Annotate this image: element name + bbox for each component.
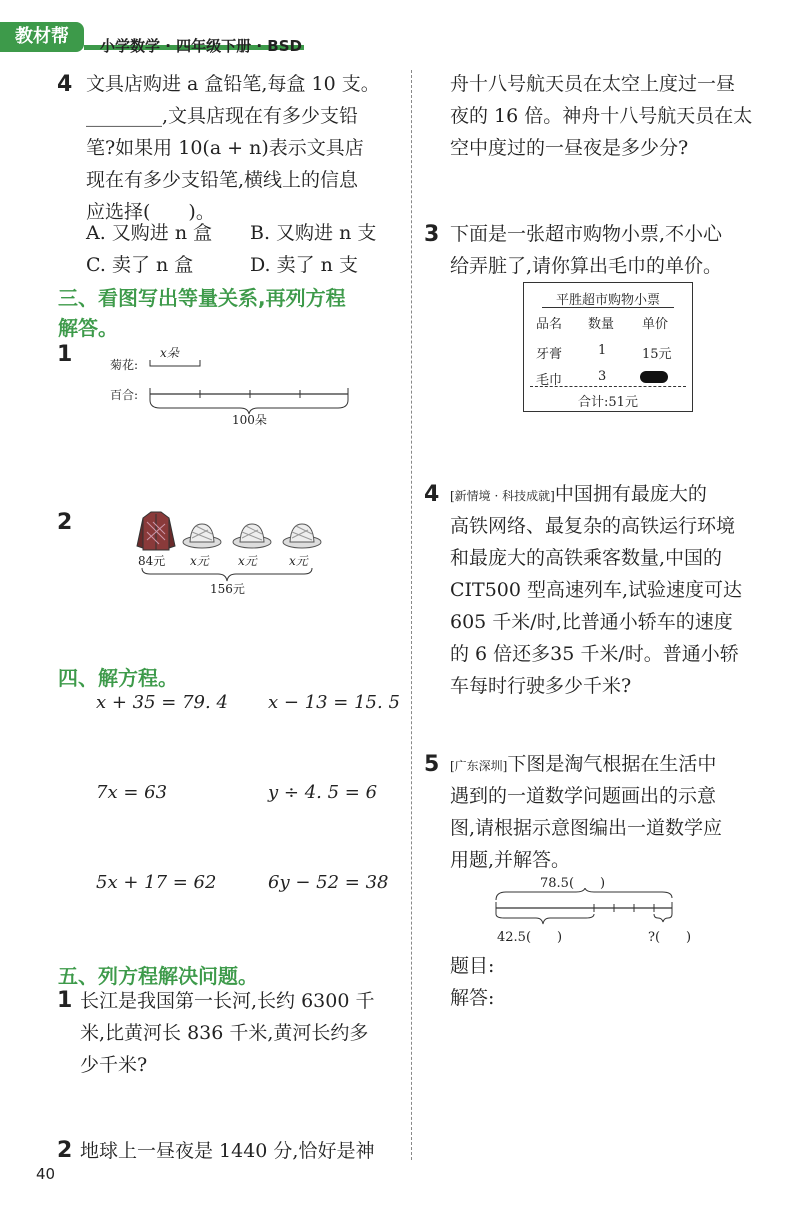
- receipt-cell: 牙膏: [536, 347, 563, 362]
- q4-line: 笔?如果用 10(a + n)表示文具店: [86, 137, 364, 159]
- continued-line: 空中度过的一昼夜是多少分?: [450, 137, 689, 159]
- diagram-right-label: ?( ): [648, 930, 692, 945]
- x-label: x朵: [160, 346, 179, 360]
- q4r-line: 和最庞大的高铁乘客数量,中国的: [450, 547, 723, 569]
- price-label: x元: [289, 554, 308, 568]
- q5-line: 遇到的一道数学问题画出的示意: [450, 785, 717, 807]
- total-label: 100朵: [232, 413, 267, 427]
- jacket-icon: [137, 512, 175, 550]
- q4r-line: 的 6 倍还多35 千米/时。普通小轿: [450, 643, 739, 665]
- header-badge: 教材帮: [0, 22, 84, 52]
- receipt-cell: 1: [598, 343, 607, 358]
- answer-label: 解答:: [450, 987, 495, 1009]
- p2-number: 2: [57, 510, 73, 535]
- receipt-rule: [530, 386, 686, 387]
- q4-line: 文具店购进 a 盒铅笔,每盒 10 支。: [86, 73, 380, 95]
- q5-text: [450, 780, 722, 876]
- q4-line: 现在有多少支铅笔,横线上的信息: [86, 169, 359, 191]
- q5-number: 5: [424, 752, 440, 777]
- q4-number: 4: [57, 72, 73, 97]
- equation: 7x = 63: [96, 782, 168, 803]
- q3-line: 给弄脏了,请你算出毛巾的单价。: [450, 255, 723, 277]
- w1-number: 1: [57, 988, 73, 1013]
- receipt-cell: 15元: [642, 347, 672, 362]
- continued-line: 舟十八号航天员在太空上度过一昼: [450, 73, 736, 95]
- q3-number: 3: [424, 222, 440, 247]
- equation: x − 13 = 15. 5: [268, 692, 400, 713]
- w1-line: 少千米?: [80, 1054, 148, 1076]
- hat-icon: [183, 524, 221, 548]
- q4-line: ________,文具店现在有多少支铅: [86, 105, 359, 127]
- section3-title: 三、看图写出等量关系,再列方程: [58, 286, 346, 310]
- equation: y ÷ 4. 5 = 6: [268, 782, 378, 803]
- w1-text: [80, 985, 374, 1081]
- receipt-cell: 3: [598, 369, 607, 384]
- section5-title: 五、列方程解决问题。: [58, 964, 258, 988]
- q5-line: 用题,并解答。: [450, 849, 571, 871]
- receipt-header: 数量: [588, 317, 615, 332]
- q4r-tag: [新情境 · 科技成就]: [450, 489, 555, 503]
- left-brace: [496, 914, 594, 924]
- q3-text: [450, 218, 722, 282]
- receipt-rule: [542, 307, 674, 308]
- flower-label: 菊花:: [110, 358, 139, 372]
- q5-tag: [广东深圳]: [450, 759, 508, 773]
- lily-label: 百合:: [110, 388, 139, 402]
- q4r-line: CIT500 型高速列车,试验速度可达: [450, 579, 743, 601]
- equation: 6y − 52 = 38: [268, 872, 389, 893]
- segment-diagram: [140, 350, 360, 415]
- segment-diagram-q5: [490, 888, 680, 928]
- w2-number: 2: [57, 1138, 73, 1163]
- total-price: 156元: [210, 582, 245, 596]
- column-divider: [411, 70, 412, 1160]
- q5-first-line: [450, 748, 716, 782]
- q4r-line: 高铁网络、最复杂的高铁运行环境: [450, 515, 736, 537]
- diagram-left-label: 42.5( ): [497, 930, 563, 945]
- q4r-line: 车每时行驶多少千米?: [450, 675, 632, 697]
- q4-option-a: A. 又购进 n 盒: [86, 222, 213, 244]
- clothing-pictures: [135, 510, 325, 555]
- receipt-header: 品名: [536, 317, 563, 332]
- price-label: 84元: [138, 554, 166, 568]
- equation: x + 35 = 79. 4: [96, 692, 228, 713]
- ink-stain: [640, 371, 668, 383]
- receipt-header: 单价: [642, 317, 669, 332]
- lily-brace: [150, 400, 348, 414]
- price-label: x元: [190, 554, 209, 568]
- section3-title-cont: 解答。: [58, 316, 118, 340]
- page-number: 40: [36, 1165, 56, 1183]
- q4r-first-line: [450, 478, 707, 512]
- section4-title: 四、解方程。: [58, 666, 178, 690]
- header-title: 小学数学 · 四年级下册 · BSD: [100, 37, 302, 55]
- right-brace: [654, 914, 672, 922]
- top-brace: [496, 888, 672, 900]
- hat-icon: [233, 524, 271, 548]
- w2-text: 地球上一昼夜是 1440 分,恰好是神: [80, 1140, 375, 1162]
- price-label: x元: [238, 554, 257, 568]
- q4r-first: 中国拥有最庞大的: [554, 483, 707, 505]
- receipt: [523, 282, 693, 412]
- q4-line: 应选择( )。: [86, 201, 215, 223]
- w1-line: 长江是我国第一长河,长约 6300 千: [80, 990, 375, 1012]
- q5-first: 下图是淘气根据在生活中: [507, 753, 717, 775]
- diagram-top-label: 78.5( ): [540, 876, 606, 891]
- q4-option-d: D. 卖了 n 支: [250, 254, 358, 276]
- receipt-total: 合计:51元: [578, 395, 638, 410]
- topic-label: 题目:: [450, 955, 495, 977]
- equation: 5x + 17 = 62: [96, 872, 217, 893]
- receipt-cell: 毛巾: [536, 373, 563, 388]
- continued-line: 夜的 16 倍。神舟十八号航天员在太: [450, 105, 753, 127]
- q4r-line: 605 千米/时,比普通小轿车的速度: [450, 611, 733, 633]
- hat-icon: [283, 524, 321, 548]
- q4r-number: 4: [424, 482, 440, 507]
- continued-text: [450, 68, 752, 164]
- flower-segment: [150, 360, 200, 366]
- p1-number: 1: [57, 342, 73, 367]
- q4r-text: [450, 510, 742, 702]
- q4-text: [86, 68, 380, 228]
- w1-line: 米,比黄河长 836 千米,黄河长约多: [80, 1022, 369, 1044]
- q3-line: 下面是一张超市购物小票,不小心: [450, 223, 723, 245]
- receipt-title: 平胜超市购物小票: [555, 293, 660, 308]
- q4-option-c: C. 卖了 n 盒: [86, 254, 194, 276]
- q4-option-b: B. 又购进 n 支: [250, 222, 377, 244]
- q5-line: 图,请根据示意图编出一道数学应: [450, 817, 723, 839]
